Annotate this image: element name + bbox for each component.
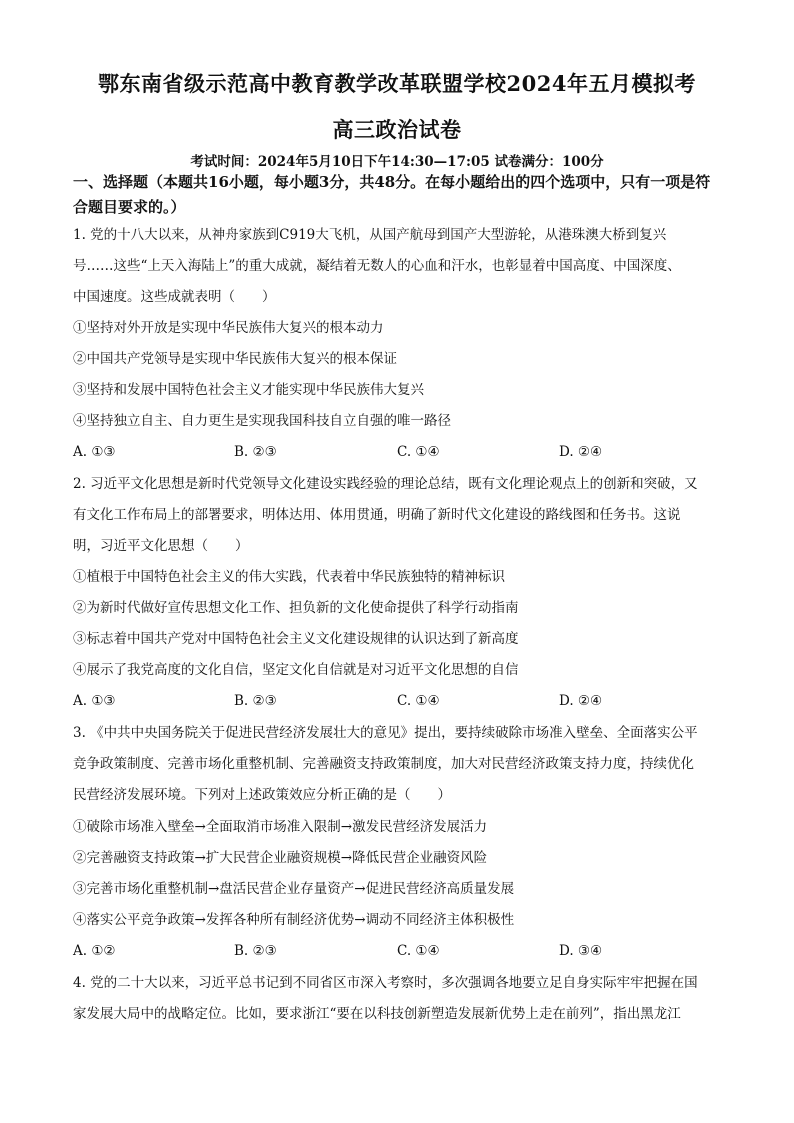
question-1-item-4: ④坚持独立自主、自力更生是实现我国科技自立自强的唯一路径	[73, 413, 451, 429]
question-3-options	[73, 941, 723, 961]
question-1-stem-line-2: 号……这些“上天入海陆上”的重大成就，凝结着无数人的心血和汗水，也彰显着中国高度、中国深度、	[73, 258, 681, 274]
option-b: B. ②③	[234, 943, 277, 959]
option-b: B. ②③	[234, 693, 277, 709]
exam-info: 考试时间：2024年5月10日下午14:30—17:05 试卷满分：100分	[190, 154, 604, 170]
question-1-item-3: ③坚持和发展中国特色社会主义才能实现中华民族伟大复兴	[73, 382, 424, 398]
question-1-stem-line-3: 中国速度。这些成就表明（ ）	[73, 289, 276, 305]
option-c: C. ①④	[397, 693, 440, 709]
exam-subtitle: 高三政治试卷	[332, 117, 462, 142]
question-4-stem-line-2: 家发展大局中的战略定位。比如，要求浙江“要在以科技创新塑造发展新优势上走在前列”，指出黑龙江	[73, 1006, 681, 1022]
question-1-item-1: ①坚持对外开放是实现中华民族伟大复兴的根本动力	[73, 320, 384, 336]
question-3-stem-line-2: 竞争政策制度、完善市场化重整机制、完善融资支持政策制度，加大对民营经济政策支持力度，持续优化	[73, 756, 694, 772]
option-d: D. ②④	[559, 693, 603, 709]
section-heading: 一、选择题（本题共16小题，每小题3分，共48分。在每小题给出的四个选项中，只有一项是符合题目要求的。）	[73, 173, 711, 216]
question-3-item-1: ①破除市场准入壁垒→全面取消市场准入限制→激发民营经济发展活力	[73, 819, 488, 835]
question-4-stem-line-1: 4. 党的二十大以来，习近平总书记到不同省区市深入考察时，多次强调各地要立足自身实际牢牢把握在国	[73, 975, 698, 991]
question-2-item-2: ②为新时代做好宣传思想文化工作、担负新的文化使命提供了科学行动指南	[73, 600, 519, 616]
question-3-stem-line-3: 民营经济发展环境。下列对上述政策效应分析正确的是（ ）	[73, 787, 451, 803]
question-3-item-3: ③完善市场化重整机制→盘活民营企业存量资产→促进民营经济高质量发展	[73, 881, 515, 897]
question-2-stem-line-2: 有文化工作布局上的部署要求，明体达用、体用贯通，明确了新时代文化建设的路线图和任务书。这说	[73, 507, 681, 523]
question-2-stem-line-1: 2. 习近平文化思想是新时代党领导文化建设实践经验的理论总结，既有文化理论观点上的创新和突破，又	[73, 476, 698, 492]
question-3-item-4: ④落实公平竞争政策→发挥各种所有制经济优势→调动不同经济主体积极性	[73, 912, 515, 928]
question-2-item-3: ③标志着中国共产党对中国特色社会主义文化建设规律的认识达到了新高度	[73, 631, 519, 647]
question-2-options	[73, 691, 723, 711]
option-c: C. ①④	[397, 444, 440, 460]
question-3-stem-line-1: 3. 《中共中央国务院关于促进民营经济发展壮大的意见》提出，要持续破除市场准入壁垒、全面落实公平	[73, 725, 698, 741]
option-a: A. ①②	[73, 943, 116, 959]
option-b: B. ②③	[234, 444, 277, 460]
question-3-item-2: ②完善融资支持政策→扩大民营企业融资规模→降低民营企业融资风险	[73, 850, 488, 866]
option-c: C. ①④	[397, 943, 440, 959]
question-2-stem-line-3: 明，习近平文化思想（ ）	[73, 538, 249, 554]
option-a: A. ①③	[73, 693, 116, 709]
exam-title: 鄂东南省级示范高中教育教学改革联盟学校2024年五月模拟考	[98, 71, 696, 96]
question-1-item-2: ②中国共产党领导是实现中华民族伟大复兴的根本保证	[73, 351, 397, 367]
question-1-stem-line-1: 1. 党的十八大以来，从神舟家族到C919大飞机，从国产航母到国产大型游轮，从港珠澳大桥到复兴	[73, 227, 667, 243]
option-d: D. ③④	[559, 943, 603, 959]
option-a: A. ①③	[73, 444, 116, 460]
option-d: D. ②④	[559, 444, 603, 460]
question-2-item-1: ①植根于中国特色社会主义的伟大实践，代表着中华民族独特的精神标识	[73, 569, 505, 585]
question-2-item-4: ④展示了我党高度的文化自信，坚定文化自信就是对习近平文化思想的自信	[73, 662, 519, 678]
question-1-options	[73, 442, 723, 462]
